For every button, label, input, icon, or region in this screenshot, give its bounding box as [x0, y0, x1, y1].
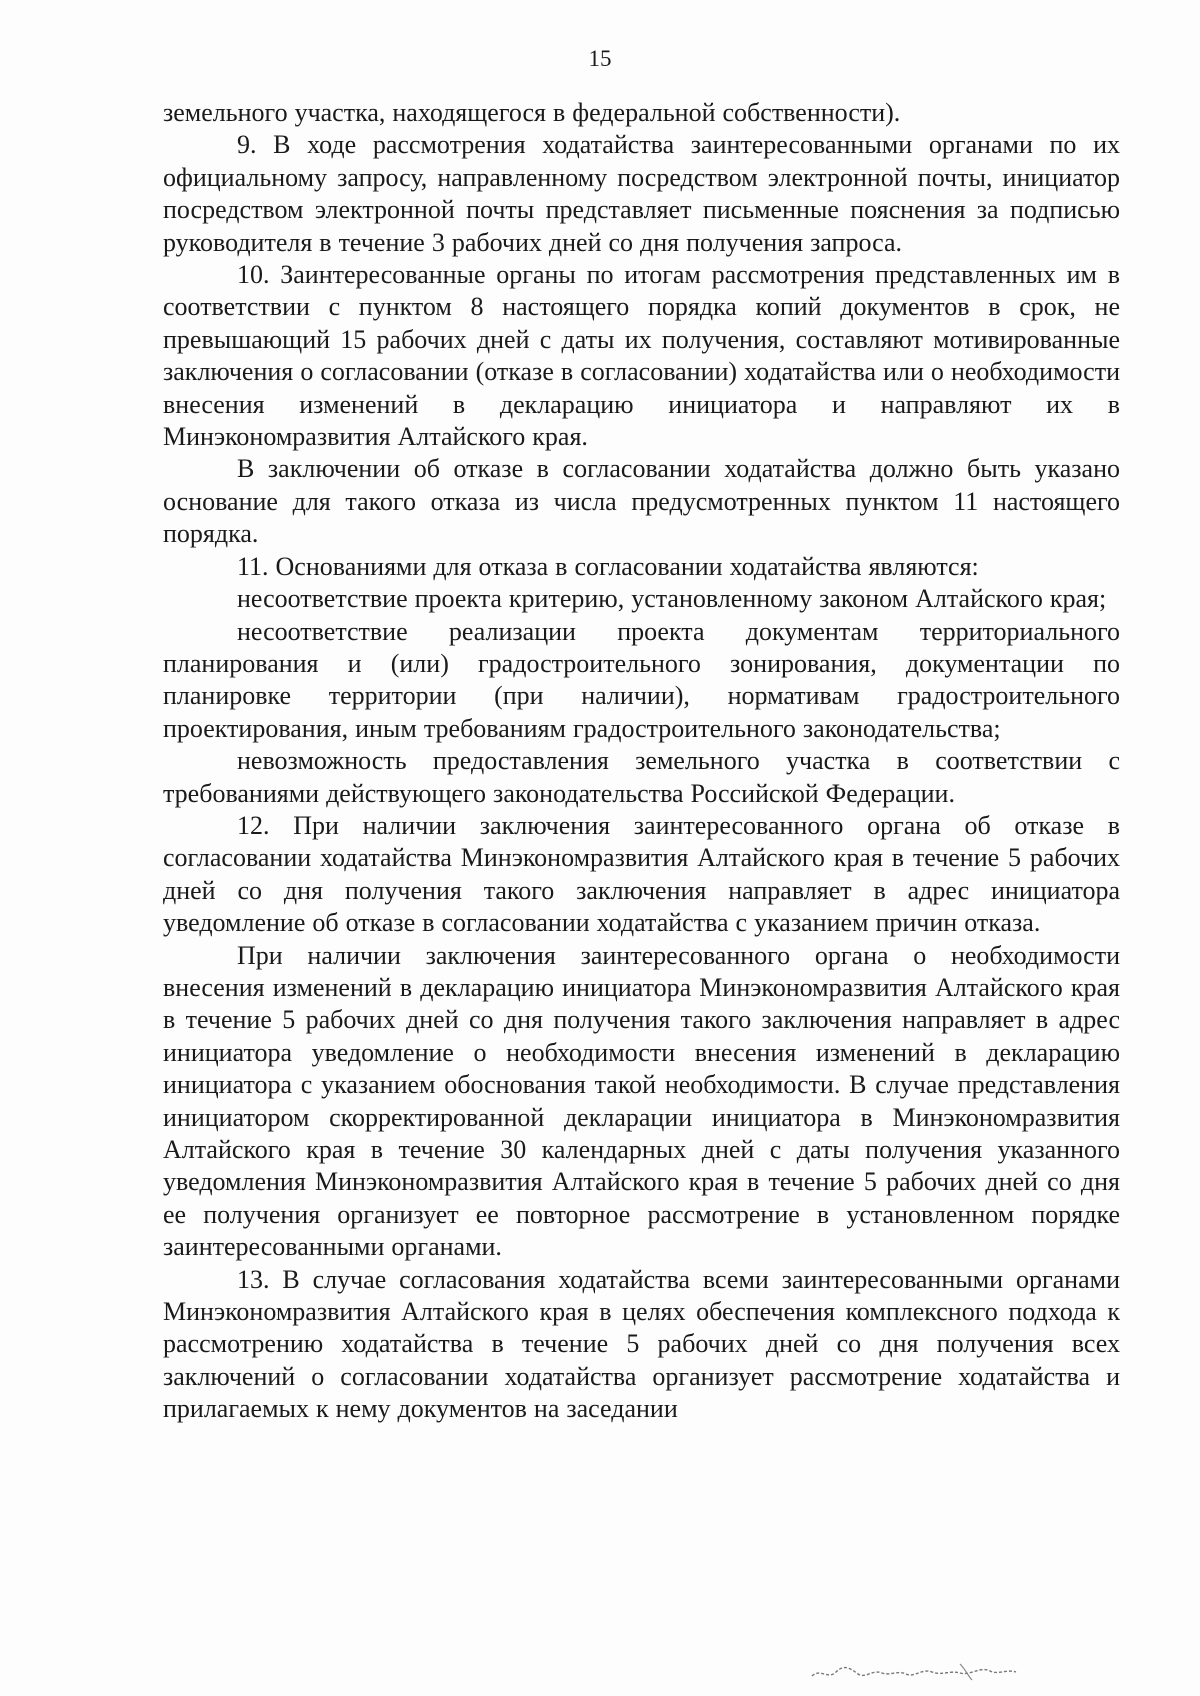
paragraph-item-12: 12. При наличии заключения заинтересованного органа об отказе в согласовании ходатайства Минэкономразвития Алтайского края в течение 5 рабочих дней со дня получения такого заключения направляет в адрес инициатора уведомление об отказе в согласовании ходатайства с указанием причин отказа.: [163, 810, 1120, 938]
paragraph-amendment-notice: При наличии заключения заинтересованного органа о необходимости внесения изменений в декларацию инициатора Минэкономразвития Алтайского края в течение 5 рабочих дней со дня получения такого заключения направляет в адрес инициатора уведомление о необходимости внесения изменений в декларацию инициатора с указанием обоснования такой необходимости. В случае представления инициатором скорректированной декларации инициатора в Минэкономразвития Алтайского края в течение 30 календарных дней с даты получения указанного уведомления Минэкономразвития Алтайского края в течение 5 рабочих дней со дня ее получения организует ее повторное рассмотрение в установленном порядке заинтересованными органами.: [163, 940, 1120, 1262]
paragraph-ground-2: несоответствие реализации проекта документам территориального планирования и (или) градостроительного зонирования, документации по планировке территории (при наличии), нормативам градостроительного проектирования, иным требованиям градостроительного законодательства;: [163, 616, 1120, 743]
paragraph-refusal-basis: В заключении об отказе в согласовании ходатайства должно быть указано основание для такого отказа из числа предусмотренных пунктом 11 настоящего порядка.: [163, 454, 1120, 549]
page-number: 15: [588, 46, 612, 71]
paragraph-item-13: 13. В случае согласования ходатайства всеми заинтересованными органами Минэкономразвития Алтайского края в целях обеспечения комплексного подхода к рассмотрению ходатайства в течение 5 рабочих дней со дня получения всех заключений о согласовании ходатайства организует рассмотрение ходатайства и прилагаемых к нему документов на заседании: [163, 1264, 1120, 1424]
paragraph-continuation: земельного участка, находящегося в федеральной собственности).: [163, 98, 901, 127]
paragraph-item-9: 9. В ходе рассмотрения ходатайства заинтересованными органами по их официальному запросу, направленному посредством электронной почты, инициатор посредством электронной почты представляет письменные пояснения за подписью руководителя в течение 3 рабочих дней со дня получения запроса.: [163, 130, 1120, 257]
paragraph-item-11: 11. Основаниями для отказа в согласовании ходатайства являются:: [237, 551, 979, 581]
document-body: [163, 97, 1120, 1426]
handwritten-signature: [810, 1660, 1020, 1684]
paragraph-ground-1: несоответствие проекта критерию, установленному законом Алтайского края;: [237, 584, 1107, 614]
paragraph-ground-3: невозможность предоставления земельного участка в соответствии с требованиями действующего законодательства Российской Федерации.: [163, 746, 1120, 808]
paragraph-item-10: 10. Заинтересованные органы по итогам рассмотрения представленных им в соответствии с пунктом 8 настоящего порядка копий документов в срок, не превышающий 15 рабочих дней с даты их получения, составляют мотивированные заключения о согласовании (отказе в согласовании) ходатайства или о необходимости внесения изменений в декларацию инициатора и направляют их в Минэкономразвития Алтайского края.: [163, 260, 1120, 452]
